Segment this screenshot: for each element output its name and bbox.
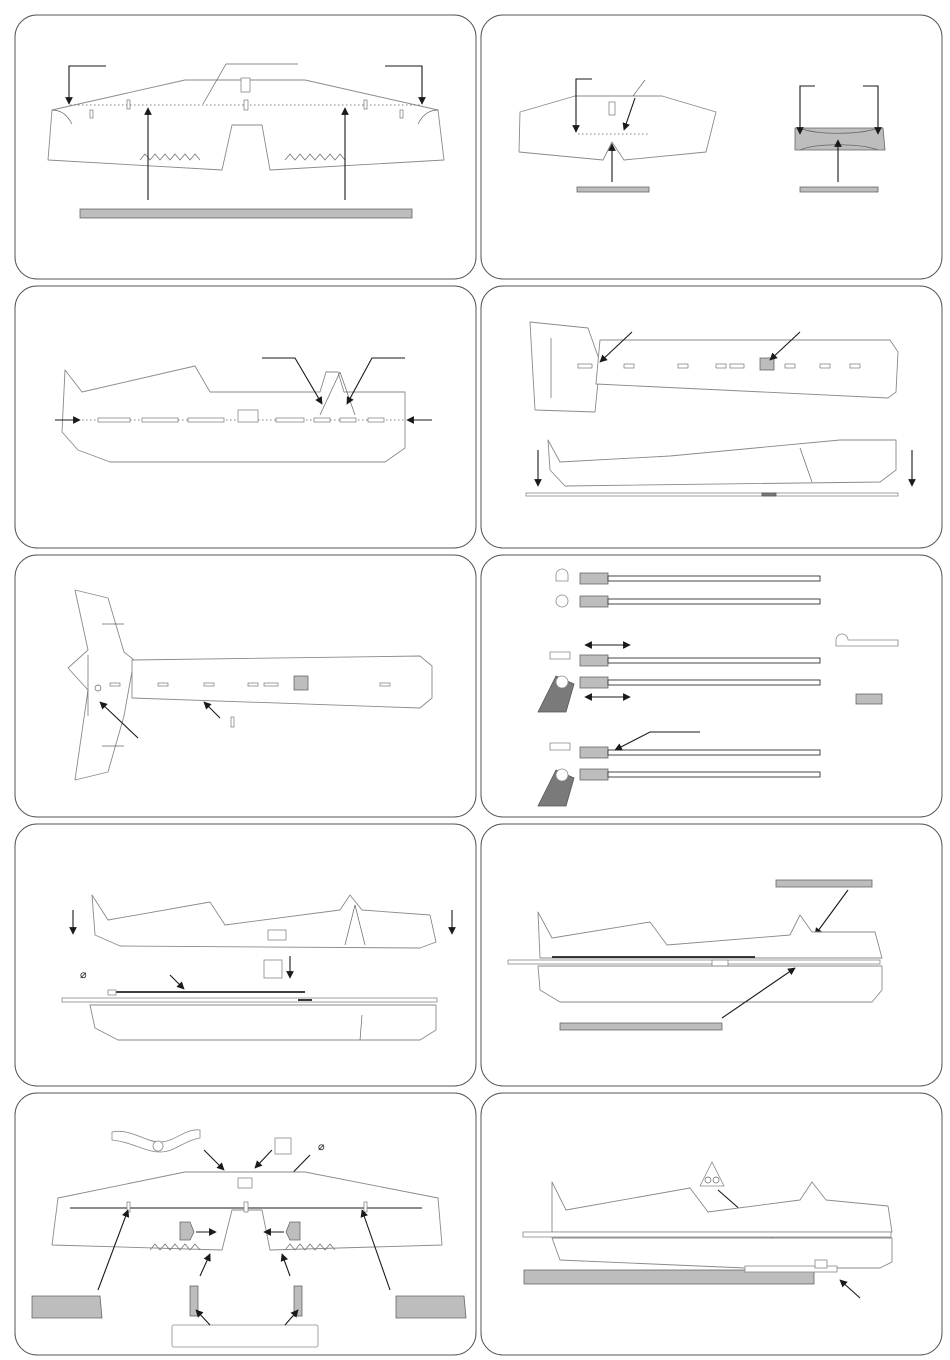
servo-part [264,960,282,978]
stiffener-strip-bottom [560,1023,722,1030]
heat-shrink-sleeve [856,694,882,704]
wing-tip-skid-right [396,1296,466,1318]
stiffener-strip-top [776,880,872,887]
building-board [508,960,880,964]
tailplane-outline [519,96,716,160]
fin-stiffener-part [795,128,885,150]
fuselage-lower-half [538,966,882,1002]
diameter-symbol: ⌀ [318,1141,325,1153]
diameter-symbol: ⌀ [80,969,87,981]
building-board [62,998,437,1002]
step-6-panel [481,555,942,817]
parts-box [172,1325,318,1347]
wing-tip-skid-left [32,1296,102,1318]
fuselage-lower-half [90,1005,436,1040]
building-board [523,1232,891,1237]
step-7-panel [15,824,476,1086]
wing-carbon-spar [80,209,412,218]
building-board [526,493,898,496]
servo-part [275,1138,291,1154]
